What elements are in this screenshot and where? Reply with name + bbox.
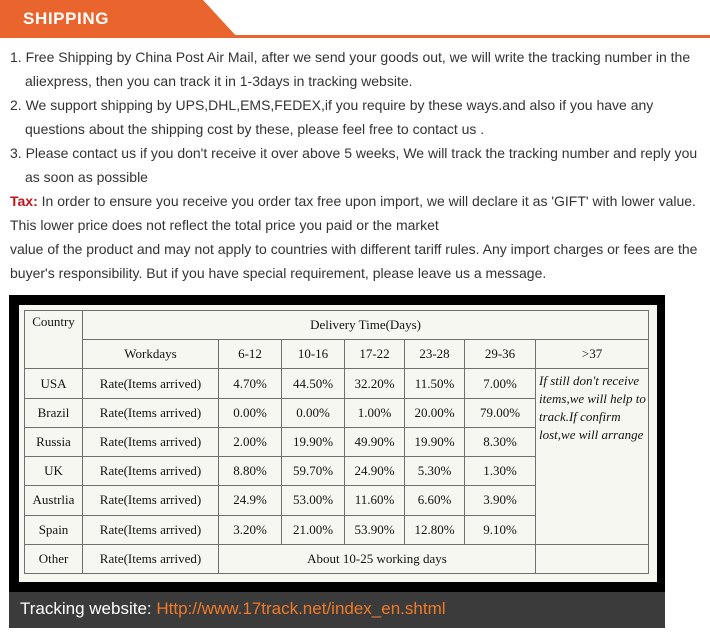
rate-cell: 3.20% xyxy=(219,515,282,544)
country-cell: Brazil xyxy=(25,398,83,427)
rate-label-cell: Rate(Items arrived) xyxy=(83,486,219,515)
rate-cell: 53.90% xyxy=(345,515,405,544)
tax-label: Tax: xyxy=(10,193,38,209)
country-cell: Russia xyxy=(25,427,83,456)
rate-label-cell: Rate(Items arrived) xyxy=(83,515,219,544)
rate-label-cell: Rate(Items arrived) xyxy=(83,427,219,456)
rate-cell: 7.00% xyxy=(465,369,536,398)
rate-cell: 44.50% xyxy=(282,369,345,398)
column-header: 23-28 xyxy=(405,340,465,369)
country-cell: Other xyxy=(25,544,83,573)
column-header: 10-16 xyxy=(282,340,345,369)
rate-cell: 8.80% xyxy=(219,457,282,486)
rate-cell: 1.00% xyxy=(345,398,405,427)
rate-cell: 1.30% xyxy=(465,457,536,486)
column-header: 6-12 xyxy=(219,340,282,369)
rate-cell: 20.00% xyxy=(405,398,465,427)
note-item-2: 2. We support shipping by UPS,DHL,EMS,FEDEX,if you require by these ways.and also if you have any questions about the shipping cost by these, please feel free to contact us . xyxy=(10,97,654,137)
country-cell: Spain xyxy=(25,515,83,544)
rate-cell: 79.00% xyxy=(465,398,536,427)
tax-note-continued: value of the product and may not apply to countries with different tariff rules. Any import charges or fees are the buyer's responsibility. But if you have special requirement, please leave us a message. xyxy=(10,241,698,281)
tracking-link[interactable]: Http://www.17track.net/index_en.shtml xyxy=(156,599,446,618)
rate-cell: 9.10% xyxy=(465,515,536,544)
table-header-row xyxy=(25,311,649,340)
rate-cell: 19.90% xyxy=(405,427,465,456)
rate-cell: 2.00% xyxy=(219,427,282,456)
empty-cell xyxy=(536,544,649,573)
section-title: SHIPPING xyxy=(23,9,110,28)
tax-text: In order to ensure you receive you order tax free upon import, we will declare it as 'GIFT' with lower value. This lower price does not reflect the total price you paid or the market xyxy=(10,193,696,233)
rate-cell: 0.00% xyxy=(219,398,282,427)
rate-label-cell: Rate(Items arrived) xyxy=(83,457,219,486)
rate-cell: 21.00% xyxy=(282,515,345,544)
delivery-table-image xyxy=(9,295,665,628)
rate-cell: 59.70% xyxy=(282,457,345,486)
table-row-other xyxy=(25,544,649,573)
rate-label-cell: Rate(Items arrived) xyxy=(83,544,219,573)
rate-cell: 5.30% xyxy=(405,457,465,486)
country-header: Country xyxy=(25,311,83,369)
note-item-3: 3. Please contact us if you don't receive it over above 5 weeks, We will track the tracking number and reply you as soon as possible xyxy=(10,145,698,185)
rate-cell: 24.90% xyxy=(345,457,405,486)
other-delivery-time: About 10-25 working days xyxy=(219,544,536,573)
rate-cell: 49.90% xyxy=(345,427,405,456)
delivery-time-table xyxy=(24,310,649,574)
country-cell: UK xyxy=(25,457,83,486)
table-subheader-row xyxy=(25,340,649,369)
column-header: 29-36 xyxy=(465,340,536,369)
delivery-time-header: Delivery Time(Days) xyxy=(83,311,649,340)
note-item-1: 1. Free Shipping by China Post Air Mail, after we send your goods out, we will write the tracking number in the aliexpress, then you can track it in 1-3days in tracking website. xyxy=(10,49,691,89)
rate-cell: 4.70% xyxy=(219,369,282,398)
section-header xyxy=(0,0,710,38)
rate-cell: 53.00% xyxy=(282,486,345,515)
rate-cell: 8.30% xyxy=(465,427,536,456)
rate-label-cell: Rate(Items arrived) xyxy=(83,398,219,427)
country-cell: Austrlia xyxy=(25,486,83,515)
rate-cell: 24.9% xyxy=(219,486,282,515)
table-paper xyxy=(19,305,657,582)
column-header: 17-22 xyxy=(345,340,405,369)
column-header: >37 xyxy=(536,340,649,369)
country-cell: USA xyxy=(25,369,83,398)
rate-cell: 12.80% xyxy=(405,515,465,544)
rate-cell: 32.20% xyxy=(345,369,405,398)
tracking-website-bar xyxy=(9,592,665,628)
tax-note xyxy=(10,189,706,237)
rate-label-cell: Rate(Items arrived) xyxy=(83,369,219,398)
rate-cell: 3.90% xyxy=(465,486,536,515)
shipping-notes xyxy=(10,45,706,285)
tracking-label: Tracking website: xyxy=(20,599,157,618)
rate-cell: 11.60% xyxy=(345,486,405,515)
rate-cell: 11.50% xyxy=(405,369,465,398)
workdays-header: Workdays xyxy=(83,340,219,369)
rate-cell: 0.00% xyxy=(282,398,345,427)
late-delivery-note: If still don't receive items,we will help to track.If confirm lost,we will arrange xyxy=(536,369,649,544)
rate-cell: 19.90% xyxy=(282,427,345,456)
rate-cell: 6.60% xyxy=(405,486,465,515)
table-row xyxy=(25,369,649,398)
